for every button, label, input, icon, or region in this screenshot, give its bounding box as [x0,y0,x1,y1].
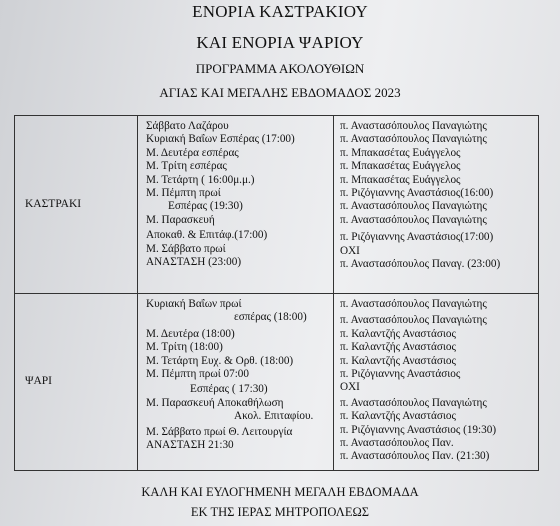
priest-line: π. Ριζόγιαννης Αναστάσιος (19:30) [340,423,497,436]
service-line: Μ. Πέμπτη πρωί [146,186,221,199]
service-line: Μ. Τρίτη (18:00) [146,341,223,354]
priest-line: ΟΧΙ [340,244,360,257]
service-line: Ακολ. Επιταφίου. [234,410,314,423]
priest-line: π. Μπακασέτας Ευάγγελος [340,146,461,159]
priest-line: π. Αναστασόπουλος Παναγιώτης [340,396,487,409]
priest-line: π. Ριζόγιαννης Αναστάσιος [340,367,461,380]
title-line-2: ΚΑΙ ΕΝΟΡΙΑ ΨΑΡΙΟΥ [196,33,364,52]
priest-line: π. Αναστασόπουλος Παν. [340,436,454,449]
location-psari: ΨΑΡΙ [15,294,138,471]
priest-line: π. Ριζόγιαννης Αναστάσιος(16:00) [340,186,494,199]
priest-line: π. Μπακασέτας Ευάγγελος [340,173,461,186]
service-line: Σάββατο Λαζάρου [146,120,229,132]
priest-line: ΟΧΙ [340,381,360,394]
service-line: Μ. Σάββατο πρωί Θ. Λειτουργία [146,425,293,438]
priest-line: π. Καλαντζής Αναστάσιος [340,410,456,423]
priest-line: π. Αναστασόπουλος Παναγιώτης [340,314,487,327]
service-line: Μ. Παρασκευή [146,213,215,226]
subtitle-line-2: ΑΓΙΑΣ ΚΑΙ ΜΕΓΑΛΗΣ ΕΒΔΟΜΑΔΟΣ 2023 [159,85,401,100]
service-line: ΑΝΑΣΤΑΣΗ (23:00) [146,255,242,268]
table-row-kastraki [15,116,539,294]
priest-line: π. Αναστασόπουλος Παναγιώτης [340,133,487,146]
priest-line: π. Αναστασόπουλος Παναγιώτης [340,200,487,213]
table-row-psari [15,294,539,471]
priest-line: π. Αναστασόπουλος Παναγ. (23:00) [340,257,501,270]
priest-line: π. Αναστασόπουλος Παναγιώτης [340,298,487,310]
service-line: Κυριακή Βαΐων πρωί [146,298,242,310]
priest-line: π. Καλαντζής Αναστάσιος [340,327,456,340]
priest-line: π. Αναστασόπουλος Παν. (21:30) [340,450,490,463]
priest-line: π. Αναστασόπουλος Παναγιώτης [340,213,487,226]
footer-line-1: ΚΑΛΗ ΚΑΙ ΕΥΛΟΓΗΜΕΝΗ ΜΕΓΑΛΗ ΕΒΔΟΜΑΔΑ [141,485,419,499]
service-line: Μ. Παρασκευή Αποκαθήλωση [146,396,284,409]
priest-line: π. Ριζόγιαννης Αναστάσιος(17:00) [340,231,494,244]
schedule-table [14,115,539,471]
subtitle-line-1: ΠΡΟΓΡΑΜΜΑ ΑΚΟΛΟΥΘΙΩΝ [195,61,365,76]
footer-line-2: ΕΚ ΤΗΣ ΙΕΡΑΣ ΜΗΤΡΟΠΟΛΕΩΣ [190,505,370,519]
service-line: Μ. Πέμπτη πρωί 07:00 [146,367,249,380]
service-line: Εσπέρας ( 17:30) [190,383,268,396]
service-line: Μ. Δευτέρα εσπέρας [146,146,239,159]
services-kastraki [138,116,334,294]
priest-line: π. Καλαντζής Αναστάσιος [340,341,456,354]
service-line: Μ. Σάββατο πρωί [146,242,226,255]
service-line: Κυριακή Βαΐων Εσπέρας (17:00) [146,133,295,146]
service-line: Εσπέρας (19:30) [168,200,243,213]
priest-line: π. Καλαντζής Αναστάσιος [340,354,456,367]
priest-line: π. Μπακασέτας Ευάγγελος [340,160,461,173]
priests-kastraki [334,116,539,294]
priests-psari [334,294,539,471]
priest-line: π. Αναστασόπουλος Παναγιώτης [340,120,487,132]
title-line-1: ΕΝΟΡΙΑ ΚΑΣΤΡΑΚΙΟΥ [192,2,368,21]
service-line: εσπέρας (18:00) [234,311,307,324]
service-line: Μ. Δευτέρα (18:00) [146,327,235,340]
service-line: Αποκαθ. & Επιτάφ.(17:00) [146,229,268,242]
service-line: Μ. Τετάρτη Ευχ. & Ορθ. (18:00) [146,354,294,367]
service-line: Μ. Τρίτη εσπέρας [146,160,227,173]
services-psari [138,294,334,471]
location-kastraki: ΚΑΣΤΡΑΚΙ [15,116,138,294]
service-line: ΑΝΑΣΤΑΣΗ 21:30 [146,438,234,451]
service-line: Μ. Τετάρτη ( 16:00μ.μ.) [146,173,255,186]
